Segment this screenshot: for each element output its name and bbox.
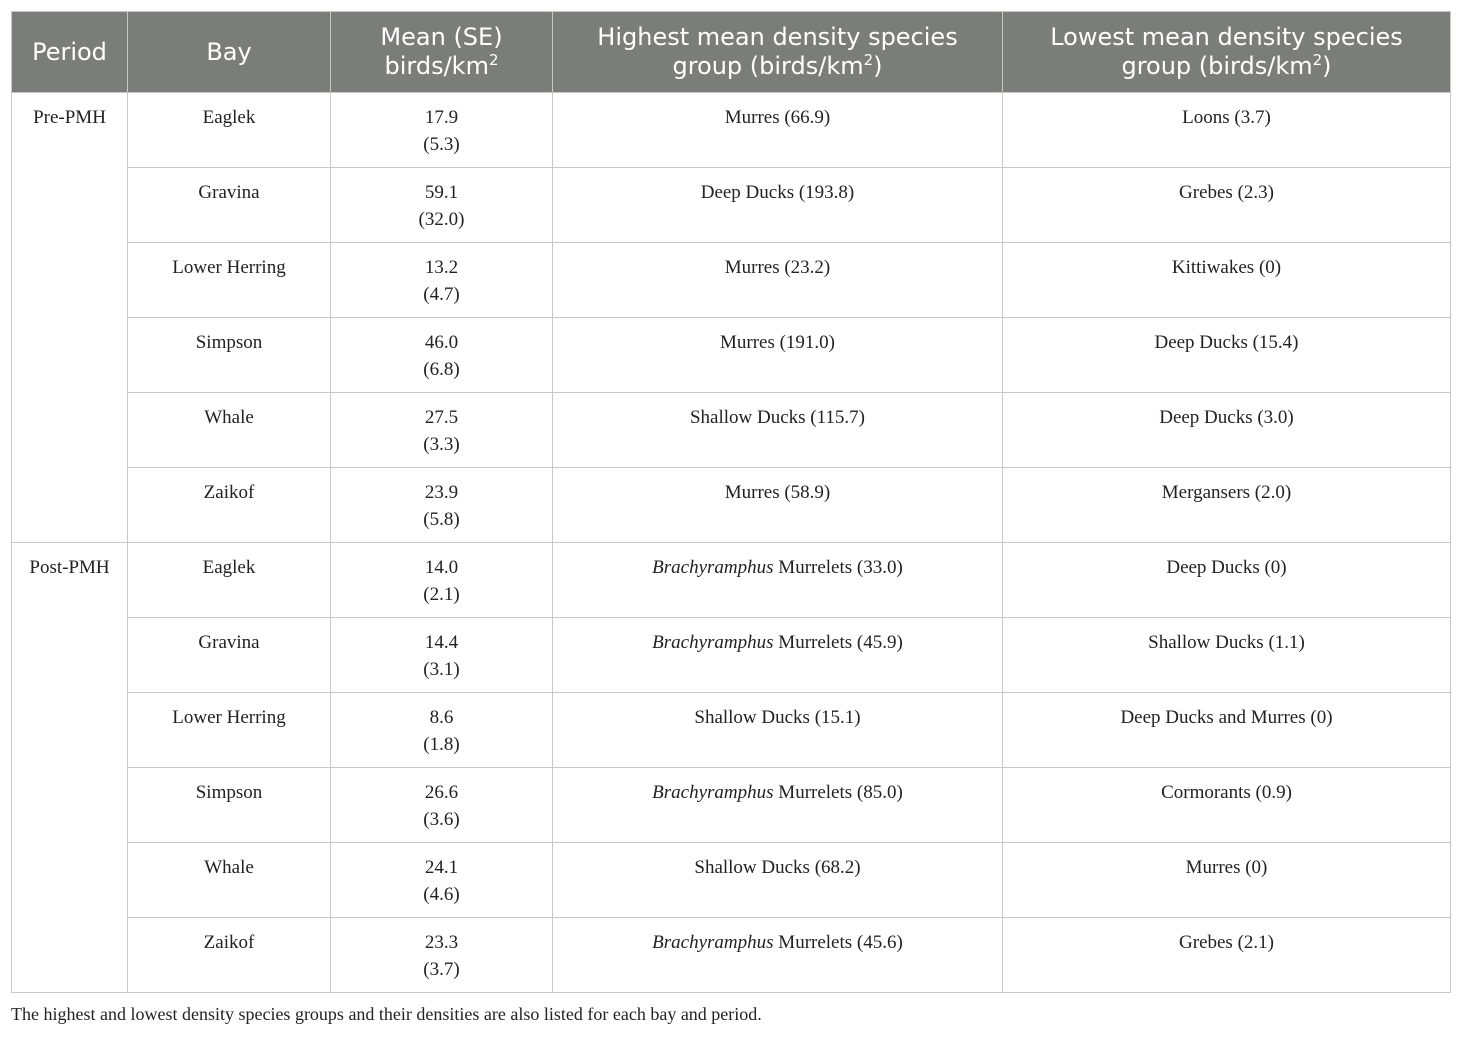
se-value: (4.7) (423, 284, 460, 305)
highest-group-text: Murrelets (33.0) (773, 557, 903, 578)
highest-group-text: Shallow Ducks (68.2) (694, 857, 861, 878)
highest-group-text: Murrelets (45.6) (773, 932, 903, 953)
lowest-density-cell (1003, 318, 1451, 393)
bay-cell (128, 318, 331, 393)
table-row (12, 93, 1451, 168)
period-cell (12, 543, 128, 993)
period-label: Post-PMH (29, 557, 110, 578)
mean-value: 17.9 (424, 107, 459, 128)
mean-value: 14.0 (424, 557, 459, 578)
bay-name: Simpson (195, 332, 263, 353)
se-value: (5.3) (423, 134, 460, 155)
se-value: (1.8) (423, 734, 460, 755)
header-lowest (1003, 12, 1451, 93)
highest-group-text: Murres (66.9) (724, 107, 831, 128)
highest-density-cell (553, 243, 1003, 318)
highest-density-cell (553, 543, 1003, 618)
mean-value: 24.1 (424, 857, 459, 878)
mean-cell (331, 318, 553, 393)
highest-group-text: Shallow Ducks (115.7) (689, 407, 866, 428)
se-value: (6.8) (423, 359, 460, 380)
highest-density-cell (553, 843, 1003, 918)
lowest-density-cell (1003, 168, 1451, 243)
header-highest-line1: Highest mean density species (597, 23, 958, 51)
period-label: Pre-PMH (33, 107, 106, 128)
mean-cell (331, 693, 553, 768)
table-row (12, 168, 1451, 243)
bay-cell (128, 843, 331, 918)
se-value: (5.8) (423, 509, 460, 530)
mean-cell (331, 843, 553, 918)
genus-name: Brachyramphus (652, 557, 774, 578)
bay-name: Zaikof (203, 932, 255, 953)
bay-cell (128, 543, 331, 618)
lowest-group-text: Grebes (2.3) (1179, 182, 1274, 203)
highest-group-text: Deep Ducks (193.8) (700, 182, 855, 203)
highest-density-cell (553, 918, 1003, 993)
highest-density-cell (553, 618, 1003, 693)
se-value: (4.6) (423, 884, 460, 905)
mean-cell (331, 168, 553, 243)
highest-group-text: Murres (23.2) (724, 257, 831, 278)
lowest-density-cell (1003, 693, 1451, 768)
header-mean (331, 12, 553, 93)
lowest-density-cell (1003, 93, 1451, 168)
highest-density-cell (553, 93, 1003, 168)
bay-cell (128, 93, 331, 168)
lowest-density-cell (1003, 243, 1451, 318)
lowest-density-cell (1003, 468, 1451, 543)
bay-name: Eaglek (202, 557, 256, 578)
table-row (12, 393, 1451, 468)
mean-cell (331, 393, 553, 468)
lowest-group-text: Deep Ducks (0) (1166, 557, 1287, 578)
table-footnote: The highest and lowest density species groups and their densities are also listed for each bay and period. (11, 1004, 762, 1024)
lowest-group-text: Mergansers (2.0) (1161, 482, 1292, 503)
table-row (12, 243, 1451, 318)
bird-density-table (11, 11, 1451, 993)
lowest-density-cell (1003, 393, 1451, 468)
bay-cell (128, 243, 331, 318)
bay-name: Eaglek (202, 107, 256, 128)
bay-cell (128, 168, 331, 243)
lowest-group-text: Murres (0) (1185, 857, 1268, 878)
highest-density-cell (553, 768, 1003, 843)
bay-cell (128, 693, 331, 768)
bay-cell (128, 618, 331, 693)
table-row (12, 618, 1451, 693)
lowest-density-cell (1003, 618, 1451, 693)
period-cell (12, 93, 128, 543)
se-value: (3.7) (423, 959, 460, 980)
header-mean-line2: birds/$km^2$ (384, 51, 499, 80)
se-value: (3.3) (423, 434, 460, 455)
se-value: (2.1) (423, 584, 460, 605)
table-row (12, 768, 1451, 843)
mean-value: 8.6 (429, 707, 454, 728)
mean-value: 26.6 (424, 782, 459, 803)
bay-name: Simpson (195, 782, 263, 803)
bay-name: Lower Herring (172, 707, 286, 728)
highest-density-cell (553, 468, 1003, 543)
lowest-group-text: Grebes (2.1) (1179, 932, 1274, 953)
genus-name: Brachyramphus (652, 782, 774, 803)
highest-density-cell (553, 168, 1003, 243)
bay-name: Gravina (198, 632, 260, 653)
table-row (12, 843, 1451, 918)
table-header (12, 12, 1451, 93)
bay-name: Whale (204, 857, 254, 878)
mean-value: 27.5 (424, 407, 459, 428)
mean-cell (331, 618, 553, 693)
mean-value: 23.3 (424, 932, 459, 953)
lowest-group-text: Shallow Ducks (1.1) (1148, 632, 1305, 653)
bay-name: Zaikof (203, 482, 255, 503)
mean-cell (331, 918, 553, 993)
mean-value: 59.1 (424, 182, 459, 203)
se-value: (32.0) (418, 209, 465, 230)
lowest-group-text: Cormorants (0.9) (1161, 782, 1292, 803)
bay-cell (128, 468, 331, 543)
table-body (12, 93, 1451, 993)
lowest-density-cell (1003, 918, 1451, 993)
highest-density-cell (553, 318, 1003, 393)
mean-value: 13.2 (424, 257, 459, 278)
header-mean-line1: Mean (SE) (380, 23, 503, 51)
mean-cell (331, 93, 553, 168)
highest-group-text: Murres (58.9) (724, 482, 831, 503)
data-table-container (11, 11, 1450, 993)
header-lowest-line2: group $(birds/km^2)$ (1121, 51, 1332, 80)
highest-group-text: Murrelets (85.0) (773, 782, 903, 803)
mean-value: 46.0 (424, 332, 459, 353)
bay-name: Gravina (198, 182, 260, 203)
table-row (12, 918, 1451, 993)
lowest-group-text: Deep Ducks and Murres (0) (1120, 707, 1333, 728)
header-highest-line2: group $(birds/km^2)$ (672, 51, 883, 80)
mean-value: 14.4 (424, 632, 459, 653)
genus-name: Brachyramphus (652, 632, 774, 653)
lowest-group-text: Kittiwakes (0) (1171, 257, 1282, 278)
mean-cell (331, 543, 553, 618)
se-value: (3.1) (423, 659, 460, 680)
header-period: Period (12, 12, 128, 93)
bay-cell (128, 768, 331, 843)
table-row (12, 468, 1451, 543)
bay-name: Whale (204, 407, 254, 428)
se-value: (3.6) (423, 809, 460, 830)
highest-group-text: Murrelets (45.9) (773, 632, 903, 653)
mean-cell (331, 243, 553, 318)
highest-group-text: Murres (191.0) (719, 332, 836, 353)
table-row (12, 543, 1451, 618)
lowest-group-text: Deep Ducks (3.0) (1159, 407, 1294, 428)
highest-density-cell (553, 693, 1003, 768)
mean-cell (331, 768, 553, 843)
bay-name: Lower Herring (172, 257, 286, 278)
lowest-density-cell (1003, 843, 1451, 918)
genus-name: Brachyramphus (652, 932, 774, 953)
bay-cell (128, 918, 331, 993)
lowest-group-text: Loons (3.7) (1182, 107, 1271, 128)
table-row (12, 318, 1451, 393)
header-bay: Bay (128, 12, 331, 93)
highest-group-text: Shallow Ducks (15.1) (694, 707, 861, 728)
lowest-density-cell (1003, 768, 1451, 843)
lowest-density-cell (1003, 543, 1451, 618)
table-row (12, 693, 1451, 768)
header-row (12, 12, 1451, 93)
bay-cell (128, 393, 331, 468)
mean-value: 23.9 (424, 482, 459, 503)
highest-density-cell (553, 393, 1003, 468)
header-highest (553, 12, 1003, 93)
lowest-group-text: Deep Ducks (15.4) (1154, 332, 1299, 353)
mean-cell (331, 468, 553, 543)
header-lowest-line1: Lowest mean density species (1050, 23, 1403, 51)
